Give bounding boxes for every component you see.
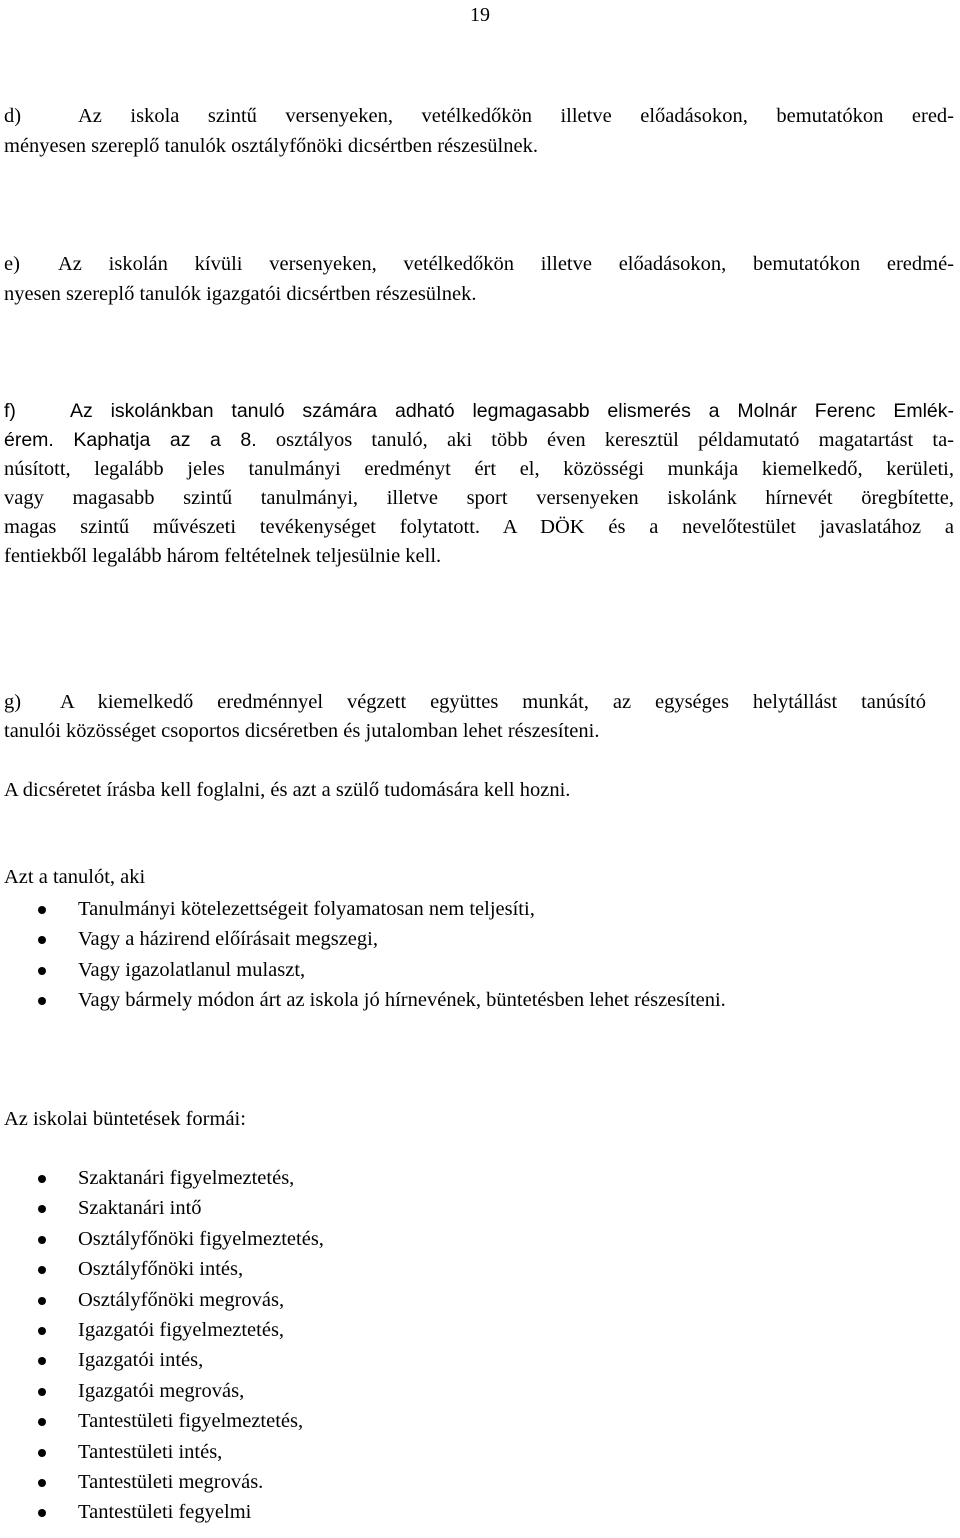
item-f-line2: [4, 425, 954, 455]
item-e-marker: e): [4, 253, 20, 275]
bullet-icon: [38, 1327, 46, 1335]
bullet-icon: [38, 1205, 46, 1213]
item-f-text1: Az iskolánkban tanuló számára adható legmagasabb elismerés a Molnár Ferenc Emlék-: [70, 400, 954, 422]
punishment-form-item: [0, 1315, 324, 1345]
item-f-marker: f): [4, 400, 16, 422]
bullet-icon: [38, 1297, 46, 1305]
item-f-line5: magas szintű művészeti tevékenységet folytatott. A DÖK és a nevelőtestület javaslatához a: [4, 516, 954, 538]
bullet-icon: [38, 1357, 46, 1365]
bullet-icon: [38, 1449, 46, 1457]
bullet-icon: [38, 997, 46, 1005]
item-d-line1: [4, 101, 954, 131]
punishment-form-item: [0, 1285, 324, 1315]
punishment-form-item: [0, 1406, 324, 1436]
bullet-icon: [38, 1509, 46, 1517]
item-d-line2: ményesen szereplő tanulók osztályfőnöki dicsértben részesülnek.: [4, 135, 538, 157]
bullet-icon: [38, 1479, 46, 1487]
punishment-form-item-text: Tantestületi fegyelmi: [78, 1501, 252, 1524]
punishment-form-item-text: Tantestületi intés,: [78, 1440, 223, 1463]
item-d-text1: Az iskola szintű versenyeken, vetélkedőkön illetve előadásokon, bemutatókon ered-: [78, 105, 954, 127]
punishment-form-item-text: Igazgatói intés,: [78, 1349, 204, 1372]
item-f-line4: vagy magasabb szintű tanulmányi, illetve sport versenyeken iskolánk hírnevét öregbítette,: [4, 487, 954, 509]
punishment-form-item: [0, 1467, 324, 1497]
punishment-forms-list: [0, 1163, 324, 1528]
punishment-form-item-text: Tantestületi figyelmeztetés,: [78, 1410, 304, 1433]
item-g-text1: A kiemelkedő eredménnyel végzett együttes munkát, az egységes helytállást tanúsító: [60, 691, 926, 713]
bullet-icon: [38, 936, 46, 944]
bullet-icon: [38, 906, 46, 914]
item-g-line2: tanulói közösséget csoportos dicséretben és jutalomban lehet részesíteni.: [4, 720, 600, 742]
punishment-form-item: [0, 1254, 324, 1284]
punish-condition-item: [0, 955, 726, 985]
punishment-form-item-text: Osztályfőnöki intés,: [78, 1258, 244, 1281]
bullet-icon: [38, 1175, 46, 1183]
punishment-form-item-text: Szaktanári intő: [78, 1197, 202, 1220]
punishment-form-item: [0, 1345, 324, 1375]
forms-heading: Az iskolai büntetések formái:: [4, 1108, 246, 1130]
punishment-form-item: [0, 1497, 324, 1527]
punish-condition-item: [0, 924, 726, 954]
punishment-form-item: [0, 1224, 324, 1254]
item-g-line1: [4, 687, 926, 717]
punish-condition-item-text: Vagy a házirend előírásait megszegi,: [78, 928, 378, 951]
bullet-icon: [38, 1236, 46, 1244]
item-e-text1: Az iskolán kívüli versenyeken, vetélkedőkön illetve előadásokon, bemutatókon eredmé-: [58, 253, 954, 275]
item-e-line2: nyesen szereplő tanulók igazgatói dicsértben részesülnek.: [4, 283, 477, 305]
punish-condition-item-text: Vagy bármely módon árt az iskola jó hírnevének, büntetésben lehet részesíteni.: [78, 989, 726, 1012]
punish-conditions-list: [0, 894, 726, 1016]
punish-condition-item: [0, 985, 726, 1015]
item-f-text2: osztályos tanuló, aki több éven keresztül példamutató magatartást ta-: [256, 429, 954, 451]
page-number: 19: [470, 4, 490, 26]
item-d-marker: d): [4, 105, 22, 127]
punishment-form-item-text: Osztályfőnöki figyelmeztetés,: [78, 1227, 324, 1250]
punish-condition-item-text: Vagy igazolatlanul mulaszt,: [78, 958, 306, 981]
item-f-line1: [4, 396, 954, 426]
item-e-line1: [4, 249, 954, 279]
item-f-line6: fentiekből legalább három feltételnek teljesülnie kell.: [4, 545, 442, 567]
bullet-icon: [38, 1266, 46, 1274]
punishment-form-item-text: Osztályfőnöki megrovás,: [78, 1288, 285, 1311]
item-g-marker: g): [4, 691, 22, 713]
bullet-icon: [38, 1388, 46, 1396]
punishment-form-item-text: Igazgatói figyelmeztetés,: [78, 1319, 285, 1342]
punishment-form-item-text: Tantestületi megrovás.: [78, 1471, 264, 1494]
item-f-line3: núsított, legalább jeles tanulmányi eredményt ért el, közösségi munkája kiemelkedő, kerületi,: [4, 458, 954, 480]
praise-note: A dicséretet írásba kell foglalni, és azt a szülő tudomására kell hozni.: [4, 779, 571, 801]
punishment-form-item-text: Igazgatói megrovás,: [78, 1379, 245, 1402]
bullet-icon: [38, 967, 46, 975]
punishment-form-item: [0, 1163, 324, 1193]
punishment-form-item: [0, 1376, 324, 1406]
punish-condition-item-text: Tanulmányi kötelezettségeit folyamatosan nem teljesíti,: [78, 898, 535, 920]
item-f-text2-sans: érem. Kaphatja az a 8.: [4, 429, 257, 451]
punishment-form-item: [0, 1437, 324, 1467]
bullet-icon: [38, 1418, 46, 1426]
punishment-form-item-text: Szaktanári figyelmeztetés,: [78, 1167, 295, 1189]
punish-condition-item: [0, 894, 726, 924]
punish-intro: Azt a tanulót, aki: [4, 866, 146, 888]
punishment-form-item: [0, 1193, 324, 1223]
